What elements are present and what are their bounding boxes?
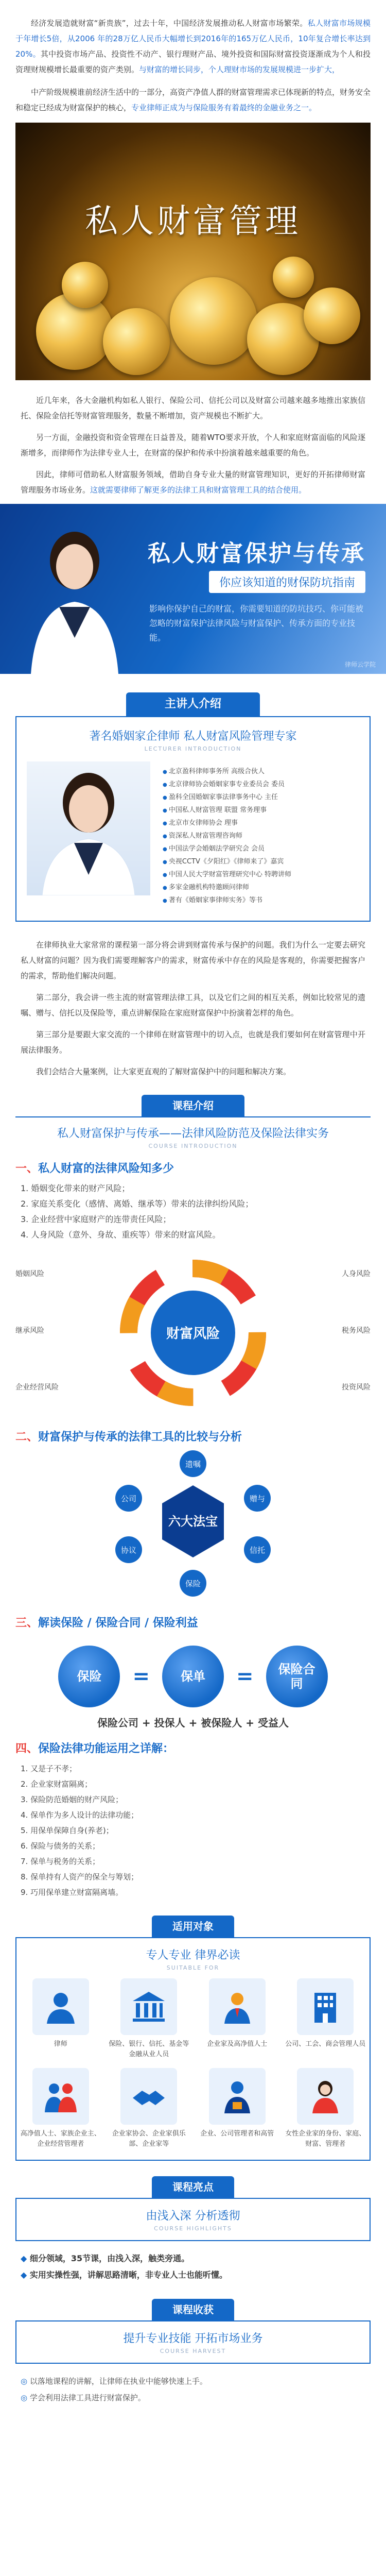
gain-item: ◎ 学会利用法律工具进行财富保护。: [21, 2389, 365, 2406]
credential-item: ● 中国法学会婚姻法学研究会 会员: [163, 843, 291, 856]
intro-highlight: 与财富的增长同步，个人理财市场的发展规模进一步扩大，: [139, 65, 340, 74]
body-paragraph: [21, 467, 365, 498]
audience-grid: [16, 1978, 370, 2149]
function-item: 6. 保险与债务的关系；: [21, 1841, 100, 1851]
section-title: 保险法律功能运用之详解：: [38, 1742, 174, 1755]
tools-diagram: [15, 1449, 371, 1604]
audience-item: [16, 1978, 105, 2060]
intro-text: 中产阶级规模谁前经济生活中的一部分，高资产净值人群的财富管理需求已体现新的特点，财务安全和稳定已经成为财富保护的核心，: [15, 88, 371, 112]
audience-label: 律师: [54, 2040, 67, 2048]
function-item: 5. 用保单保障自身(养老)；: [21, 1826, 114, 1835]
lecturer-card: [15, 716, 371, 922]
intro-section: [0, 0, 386, 115]
audience-item: [193, 2068, 282, 2149]
ring-label: 投资风险: [342, 1383, 371, 1392]
hex-label: 遗嘱: [185, 1460, 201, 1469]
ring-label: 婚姻风险: [15, 1270, 44, 1278]
insurance-equation: [0, 1646, 386, 1707]
function-list: [21, 1761, 365, 1900]
function-item: 9. 巧用保单建立财富隔离墙。: [21, 1888, 124, 1897]
body-paragraph: 近几年来，各大金融机构如私人银行、保险公司、信托公司以及财富公司越来越多地推出家族信托、保险金信托等财富管理服务，数量不断增加，资产规模也不断扩大。: [21, 396, 365, 420]
body-highlight: 这就需要律师了解更多的法律工具和财富管理工具的结合使用。: [90, 485, 307, 495]
credential-item: ● 北京律师协会婚姻家事专业委员会 委员: [163, 778, 291, 791]
eq-equals: =: [132, 1665, 150, 1688]
intro-text: 其中投资市场产品、投资性不动产、银行理财产品、境外投资和国际财富投资逐渐成为个人和投资理财规模增长最重要的资产类别。: [15, 49, 371, 74]
highlights-heading: 由浅入深 分析透彻: [146, 2210, 240, 2223]
audience-item: [105, 2068, 194, 2149]
risk-diagram: [15, 1248, 371, 1418]
intro-paragraph: [15, 15, 371, 77]
credential-item: ● 央视CCTV《夕阳红》《律师来了》嘉宾: [163, 856, 291, 869]
lawyer-icon: [32, 1978, 89, 2035]
ring-label: 税务风险: [342, 1327, 371, 1335]
audience-item: [282, 2068, 370, 2149]
highlight-item: ◆ 细分领域，35节课，由浅入深，触类旁通。: [21, 2250, 365, 2267]
lecturer-illustration: [21, 519, 129, 674]
entrepreneur-icon: [209, 1978, 266, 2035]
ring-label: 继承风险: [15, 1327, 44, 1335]
gains-heading: 提升专业技能 开拓市场业务: [123, 2332, 263, 2345]
section-number: 一、: [15, 1162, 39, 1175]
lecturer-tab: 主讲人介绍: [126, 692, 260, 716]
eq-policy: 保单: [162, 1646, 224, 1707]
audience-item: [105, 1978, 194, 2060]
function-item: 8. 保单持有人资产的保全与筹划；: [21, 1872, 139, 1882]
ring-center-label: 财富风险: [166, 1326, 220, 1342]
eq-equals: =: [236, 1665, 254, 1688]
intro-highlight: 专业律师正成为与保险服务有着最终的金融业务之一。: [131, 103, 317, 112]
handshake-icon: [120, 2068, 177, 2125]
audience-label: 保险、银行、信托、基金等金融从业人员: [109, 2040, 189, 2058]
gains-list: [21, 2373, 365, 2406]
audience-item: [16, 2068, 105, 2149]
body-paragraph: 另一方面，金融投资和资金管理在日益普及，随着WTO要求开放，个人和家庭财富面临的风险逐渐增多，而律师作为法律专业人士，在财富的保护和传承中扮演着越来越重要的角色。: [21, 433, 365, 457]
eq-insurance: 保险: [58, 1646, 120, 1707]
intro-highlight: 私人财富市场规模于年增长5倍，从2006 年的28万亿人民币大幅增长到2016年的165万亿人民币，10年复合增长率达到20%。: [15, 19, 371, 59]
credential-item: ● 盈科全国婚姻家事法律事务中心 主任: [163, 791, 291, 804]
highlights-list: [21, 2250, 365, 2283]
lecturer-title: 著名婚姻家企律师 私人财富风险管理专家: [89, 730, 297, 743]
bank-icon: [120, 1978, 177, 2035]
building-icon: [297, 1978, 354, 2035]
credential-item: ● 中国人民大学财富管理研究中心 特聘讲师: [163, 869, 291, 882]
hex-label: 信托: [249, 1546, 266, 1555]
section-number: 三、: [15, 1617, 39, 1630]
banner-description: 影响你保护自己的财富，你需要知道的防坑技巧、你可能被忽略的财富保护法律风险与财富保护、传承方面的专业技能。: [149, 604, 364, 642]
section-title: 财富保护与传承的法律工具的比较与分析: [38, 1431, 242, 1444]
gains-heading-en: COURSE HARVEST: [160, 2348, 226, 2354]
hex-center-label: 六大法宝: [168, 1514, 218, 1529]
eq-formula: 保险公司 + 投保人 + 被保险人 + 受益人: [97, 1717, 289, 1729]
section-number: 四、: [15, 1742, 39, 1755]
credential-item: ● 北京市女律师协会 理事: [163, 817, 291, 830]
intro-text: 经济发展造就财富“新贵族”，过去十年，中国经济发展推动私人财富市场繁荣。: [31, 19, 308, 28]
risk-item: 1. 婚姻变化带来的财产风险；: [21, 1183, 130, 1193]
gain-item: ◎ 以落地课程的讲解，让律师在执业中能够快速上手。: [21, 2373, 365, 2389]
credential-item: ● 著有《婚姻家事律师实务》等书: [163, 894, 291, 907]
body-paragraph: 在律师执业大家常常的课程第一部分将会讲到财富传承与保护的问题。我们为什么一定要去研究私人财富的问题？因为我们需要理解客户的需求，财富传承中存在的风险是客观的，你需要把握客户的需求，帮助他们解决问题。: [21, 940, 365, 980]
section-heading-3: [15, 1614, 371, 1630]
gains-card: [15, 2320, 371, 2364]
section-title: 私人财富的法律风险知多少: [38, 1162, 174, 1175]
function-item: 3. 保险防范婚姻的财产风险；: [21, 1795, 124, 1804]
audience-card: [15, 1937, 371, 2161]
credential-item: ● 北京盈科律师事务所 高级合伙人: [163, 766, 291, 778]
body-text: 因此，律师可借助私人财富服务领域，借助自身专业大量的财富管理知识，更好的开拓律师财富管理服务市场业务。: [21, 470, 365, 495]
lecturer-row: [27, 761, 359, 907]
lecturer-title-en: LECTURER INTRODUCTION: [144, 745, 242, 752]
hex-label: 公司: [120, 1494, 137, 1503]
audience-label: 企业、公司管理者和高管: [200, 2130, 274, 2138]
credential-item: ● 中国私人财富管理 联盟 常务理事: [163, 804, 291, 817]
function-item: 7. 保单与税务的关系；: [21, 1857, 100, 1866]
intro-paragraph: [15, 84, 371, 115]
banner-subtitle: 你应该知道的财保防坑指南: [209, 571, 365, 593]
section-number: 二、: [15, 1431, 39, 1444]
audience-label: 女性企业家的身份、家庭、财富、管理者: [285, 2130, 366, 2148]
hero-image: [15, 123, 371, 380]
ring-label: 企业经营风险: [15, 1383, 59, 1392]
hex-label: 保险: [185, 1579, 201, 1588]
body-section-1: [0, 393, 386, 498]
hero-title: 私人财富管理: [85, 202, 301, 241]
body-paragraph: 第三部分是要跟大家交流的一个律师在财富管理中的切入点，也就是我们要如何在财富管理中开展法律服务。: [21, 1030, 365, 1055]
audience-label: 企业家协会、企业家俱乐部、企业家等: [112, 2130, 186, 2148]
hex-label: 赠与: [249, 1494, 266, 1503]
risk-item: 4. 人身风险（意外、身故、重疾等）带来的财富风险。: [21, 1230, 221, 1240]
section-heading-4: [15, 1740, 371, 1756]
audience-label: 高净值人士、家族企业主、企业经营管理者: [20, 2130, 101, 2148]
audience-label: 公司、工会、商会管理人员: [285, 2040, 366, 2048]
function-item: 1. 又是子不孝；: [21, 1764, 77, 1773]
credential-item: ● 资深私人财富管理咨询师: [163, 830, 291, 843]
manager-icon: [209, 2068, 266, 2125]
lecturer-credentials: [163, 761, 291, 907]
risk-item: 3. 企业经营中家庭财产的连带责任风险；: [21, 1214, 171, 1224]
family-icon: [32, 2068, 89, 2125]
eq-contract: 保险合同: [266, 1646, 328, 1707]
audience-item: [282, 1978, 370, 2060]
function-item: 4. 保单作为多人设计的法律功能；: [21, 1810, 139, 1820]
course-title-en: COURSE INTRODUCTION: [148, 1143, 238, 1149]
section-title: 解读保险 / 保险合同 / 保险利益: [38, 1617, 198, 1630]
banner-title: 私人财富保护与传承: [148, 540, 365, 567]
body-paragraph: 我们会结合大量案例，让大家更直观的了解财富保护中的问题和解决方案。: [36, 1067, 291, 1076]
credential-item: ● 多家金融机构特邀顾问律师: [163, 882, 291, 894]
risk-list: [21, 1181, 365, 1243]
gains-tab: 课程收获: [152, 2299, 234, 2320]
lecturer-photo: [27, 761, 150, 895]
body-paragraph: 第二部分，我会讲一些主流的财富管理法律工具，以及它们之间的相互关系，例如比较常见的遗嘱、赠与、信托以及保险等，重点讲解保险在家庭财富保护中扮演着怎样的角色。: [21, 993, 365, 1018]
highlights-card: [15, 2198, 371, 2241]
body-section-2: [0, 922, 386, 1079]
hex-label: 协议: [120, 1546, 137, 1555]
banner-brand: 律师云学院: [344, 661, 376, 668]
course-banner: [0, 504, 386, 674]
highlights-tab: 课程亮点: [152, 2176, 234, 2198]
audience-heading: 专人专业 律界必读: [146, 1949, 240, 1962]
woman-icon: [297, 2068, 354, 2125]
function-item: 2. 企业家财富隔离；: [21, 1780, 93, 1789]
course-tab: 课程介绍: [142, 1095, 244, 1116]
risk-item: 2. 家庭关系变化（感情、离婚、继承等）带来的法律纠纷风险；: [21, 1199, 254, 1209]
highlights-heading-en: COURSE HIGHLIGHTS: [154, 2225, 232, 2232]
audience-label: 企业家及高净值人士: [207, 2040, 268, 2048]
audience-item: [193, 1978, 282, 2060]
highlight-item: ◆ 实用实操性强，讲解思路清晰，非专业人士也能听懂。: [21, 2267, 365, 2283]
ring-label: 人身风险: [342, 1270, 371, 1278]
audience-heading-en: SUITABLE FOR: [166, 1964, 220, 1971]
audience-tab: 适用对象: [152, 1916, 234, 1937]
section-heading-1: [15, 1160, 371, 1176]
section-heading-2: [15, 1428, 371, 1444]
course-title: 私人财富保护与传承——法律风险防范及保险法律实务: [15, 1116, 371, 1143]
